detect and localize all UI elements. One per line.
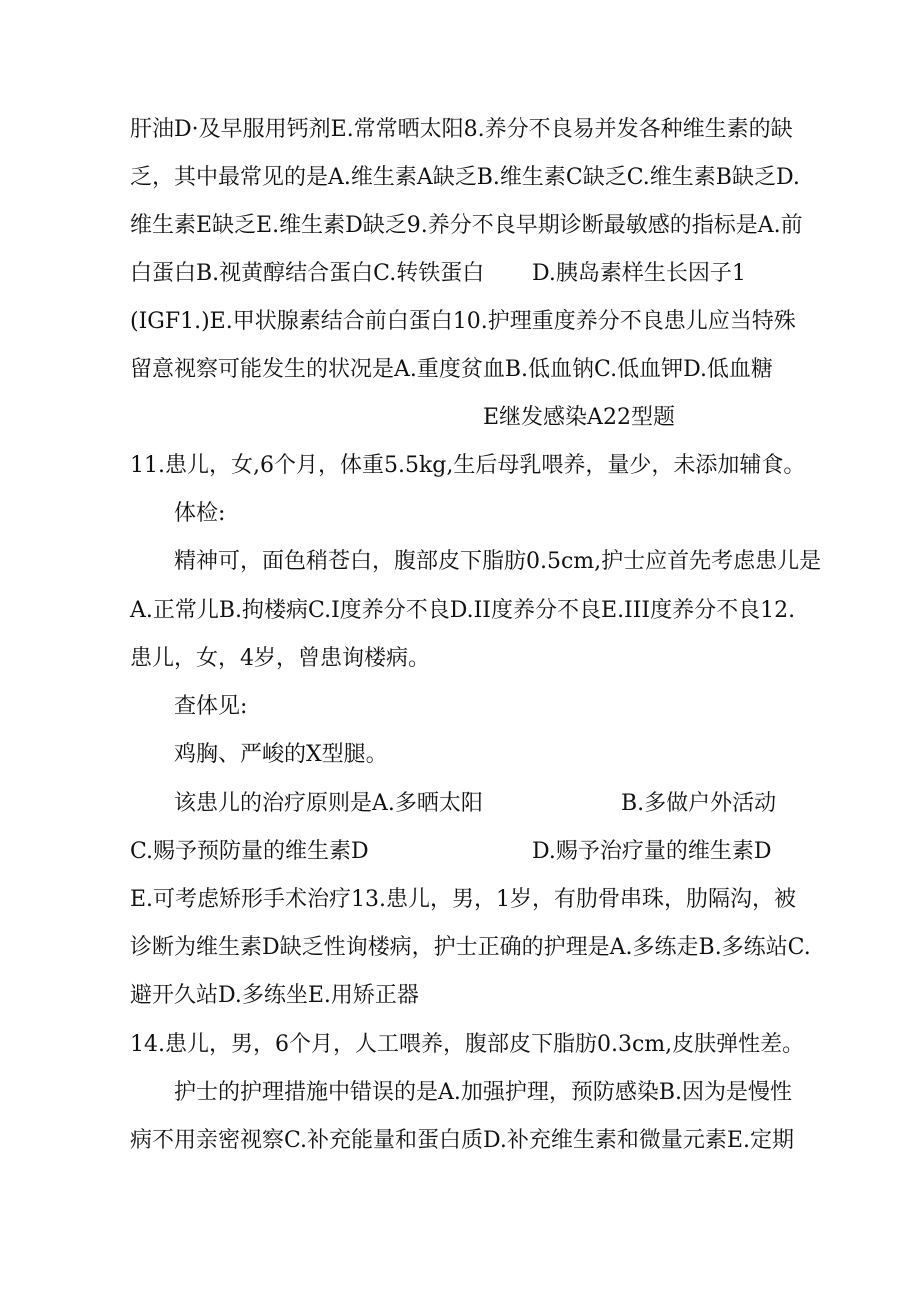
text-line: 诊断为维生素D缺乏性询楼病，护士正确的护理是A.多练走B.多练站C. <box>130 935 811 960</box>
text-line: 乏，其中最常见的是A.维生素A缺乏B.维生素C缺乏C.维生素B缺乏D. <box>130 165 800 190</box>
text-line: 患儿，女，4岁，曾患询楼病。 <box>130 646 430 671</box>
text-line: 精神可，面色稍苍白，腹部皮下脂肪0.5cm,护士应首先考虑患儿是 <box>174 549 822 574</box>
text-line: 该患儿的治疗原则是A.多晒太阳 <box>174 791 483 816</box>
text-line: D.胰岛素样生长因子1 <box>532 261 746 286</box>
text-line: 肝油D·及早服用钙剂E.常常晒太阳8.养分不良易并发各种维生素的缺 <box>130 117 793 142</box>
text-line: 白蛋白B.视黄醇结合蛋白C.转铁蛋白 <box>130 261 485 286</box>
text-line: E继发感染A22型题 <box>483 405 675 430</box>
text-line: 避开久站D.多练坐E.用矫正器 <box>130 983 419 1008</box>
text-line: C.赐予预防量的维生素D <box>130 839 369 864</box>
text-line: E.可考虑矫形手术治疗13.患儿，男，1岁，有肋骨串珠，肋隔沟，被 <box>130 887 797 912</box>
text-line: 留意视察可能发生的状况是A.重度贫血B.低血钠C.低血钾D.低血糖 <box>130 357 773 382</box>
text-line: 鸡胸、严峻的X型腿。 <box>174 742 388 767</box>
text-line: 维生素E缺乏E.维生素D缺乏9.养分不良早期诊断最敏感的指标是A.前 <box>130 213 803 238</box>
text-line: B.多做户外活动 <box>621 791 777 816</box>
text-line: (IGF1.)E.甲状腺素结合前白蛋白10.护理重度养分不良患儿应当特殊 <box>130 309 796 334</box>
text-line: 查体见: <box>174 694 248 719</box>
text-line: 病不用亲密视察C.补充能量和蛋白质D.补充维生素和微量元素E.定期 <box>130 1128 794 1153</box>
text-line: 体检: <box>174 501 226 526</box>
text-line: 11.患儿，女,6个月，体重5.5kg,生后母乳喂养，量少，未添加辅食。 <box>130 453 806 478</box>
text-line: 护士的护理措施中错误的是A.加强护理，预防感染B.因为是慢性 <box>174 1080 793 1105</box>
text-line: 14.患儿，男，6个月，人工喂养，腹部皮下脂肪0.3cm,皮肤弹性差。 <box>130 1032 805 1057</box>
text-line: D.赐予治疗量的维生素D <box>532 839 772 864</box>
text-line: A.正常儿B.拘楼病C.I度养分不良D.II度养分不良E.III度养分不良12. <box>130 598 796 623</box>
